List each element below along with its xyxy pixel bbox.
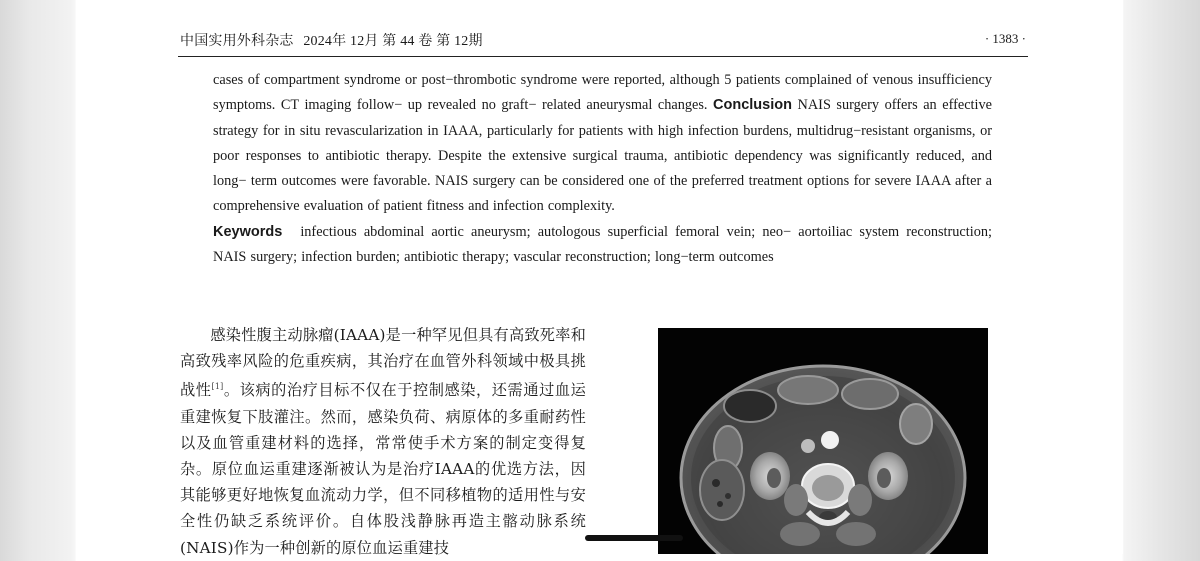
horizontal-scroll-indicator[interactable] [585, 535, 683, 541]
colon-with-stool [700, 460, 744, 520]
english-abstract [213, 68, 992, 270]
keywords-text: infectious abdominal aortic aneurysm; autologous superficial femoral vein; neo− aortoiliac system reconstruction; NAIS surgery; infection burden; antibiotic therapy; vascular reconstruction; long−term outcomes [213, 223, 992, 266]
issue-info: 2024年 12月 第 44 卷 第 12期 [303, 34, 483, 49]
running-header [180, 30, 483, 50]
bowel-loop [724, 390, 776, 422]
keywords-label: Keywords [213, 223, 283, 240]
intro-text-part1: 感染性腹主动脉瘤(IAAA)是一种罕见但具有高致死率和高致残率风险的危重疾病，其治疗在血管外科领域中极具挑战性 [180, 326, 586, 400]
bowel-loop [900, 404, 932, 444]
aorta [821, 431, 839, 449]
header-rule [178, 56, 1028, 57]
ivc [801, 439, 815, 453]
intro-paragraph [180, 322, 586, 561]
intro-text-part2: 。该病的治疗目标不仅在于控制感染，还需通过血运重建恢复下肢灌注。然而，感染负荷、病原体的多重耐药性以及血管重建材料的选择，常常使手术方案的制定变得复杂。原位血运重建逐渐被认为是治疗IAAA的优选方法，因其能够更好地恢复血流动力学，但不同移植物的适用性与安全性仍缺乏系统评价。自体股浅静脉再造主髂动脉系统(NAIS)作为一种创新的原位血运重建技 [180, 381, 586, 557]
abstract-results-text: cases of compartment syndrome or post−thrombotic syndrome were reported, although 5 patients complained of venous insufficiency symptoms. CT imaging follow− up revealed no graft− related aneurysmal changes. [213, 72, 992, 114]
citation-ref[interactable]: [1] [211, 382, 224, 392]
keywords-block [213, 220, 992, 271]
bowel-loop [778, 376, 838, 404]
bowel-loop [842, 379, 898, 409]
paraspinal-muscle [836, 522, 876, 546]
chinese-body-text [180, 322, 586, 561]
ct-scan-svg [658, 328, 988, 554]
conclusion-text: NAIS surgery offers an effective strategy for in situ revascularization in IAAA, particularly for patients with high infection burdens, multidrug−resistant organisms, or poor responses to antibiotic therapy. Despite the extensive surgical trauma, antibiotic dependency was significantly reduced, and long− term outcomes were favorable. NAIS surgery can be considered one of the preferred treatment options for severe IAAA after a comprehensive evaluation of patient fitness and infection complexity. [213, 97, 992, 215]
abstract-body [213, 68, 992, 220]
journal-name: 中国实用外科杂志 [180, 34, 294, 49]
paraspinal-muscle [780, 522, 820, 546]
ct-scan-image [658, 328, 988, 554]
psoas-muscle [848, 484, 872, 516]
page-number: · 1383 · [984, 31, 1026, 46]
psoas-muscle [784, 484, 808, 516]
conclusion-label: Conclusion [713, 97, 792, 114]
